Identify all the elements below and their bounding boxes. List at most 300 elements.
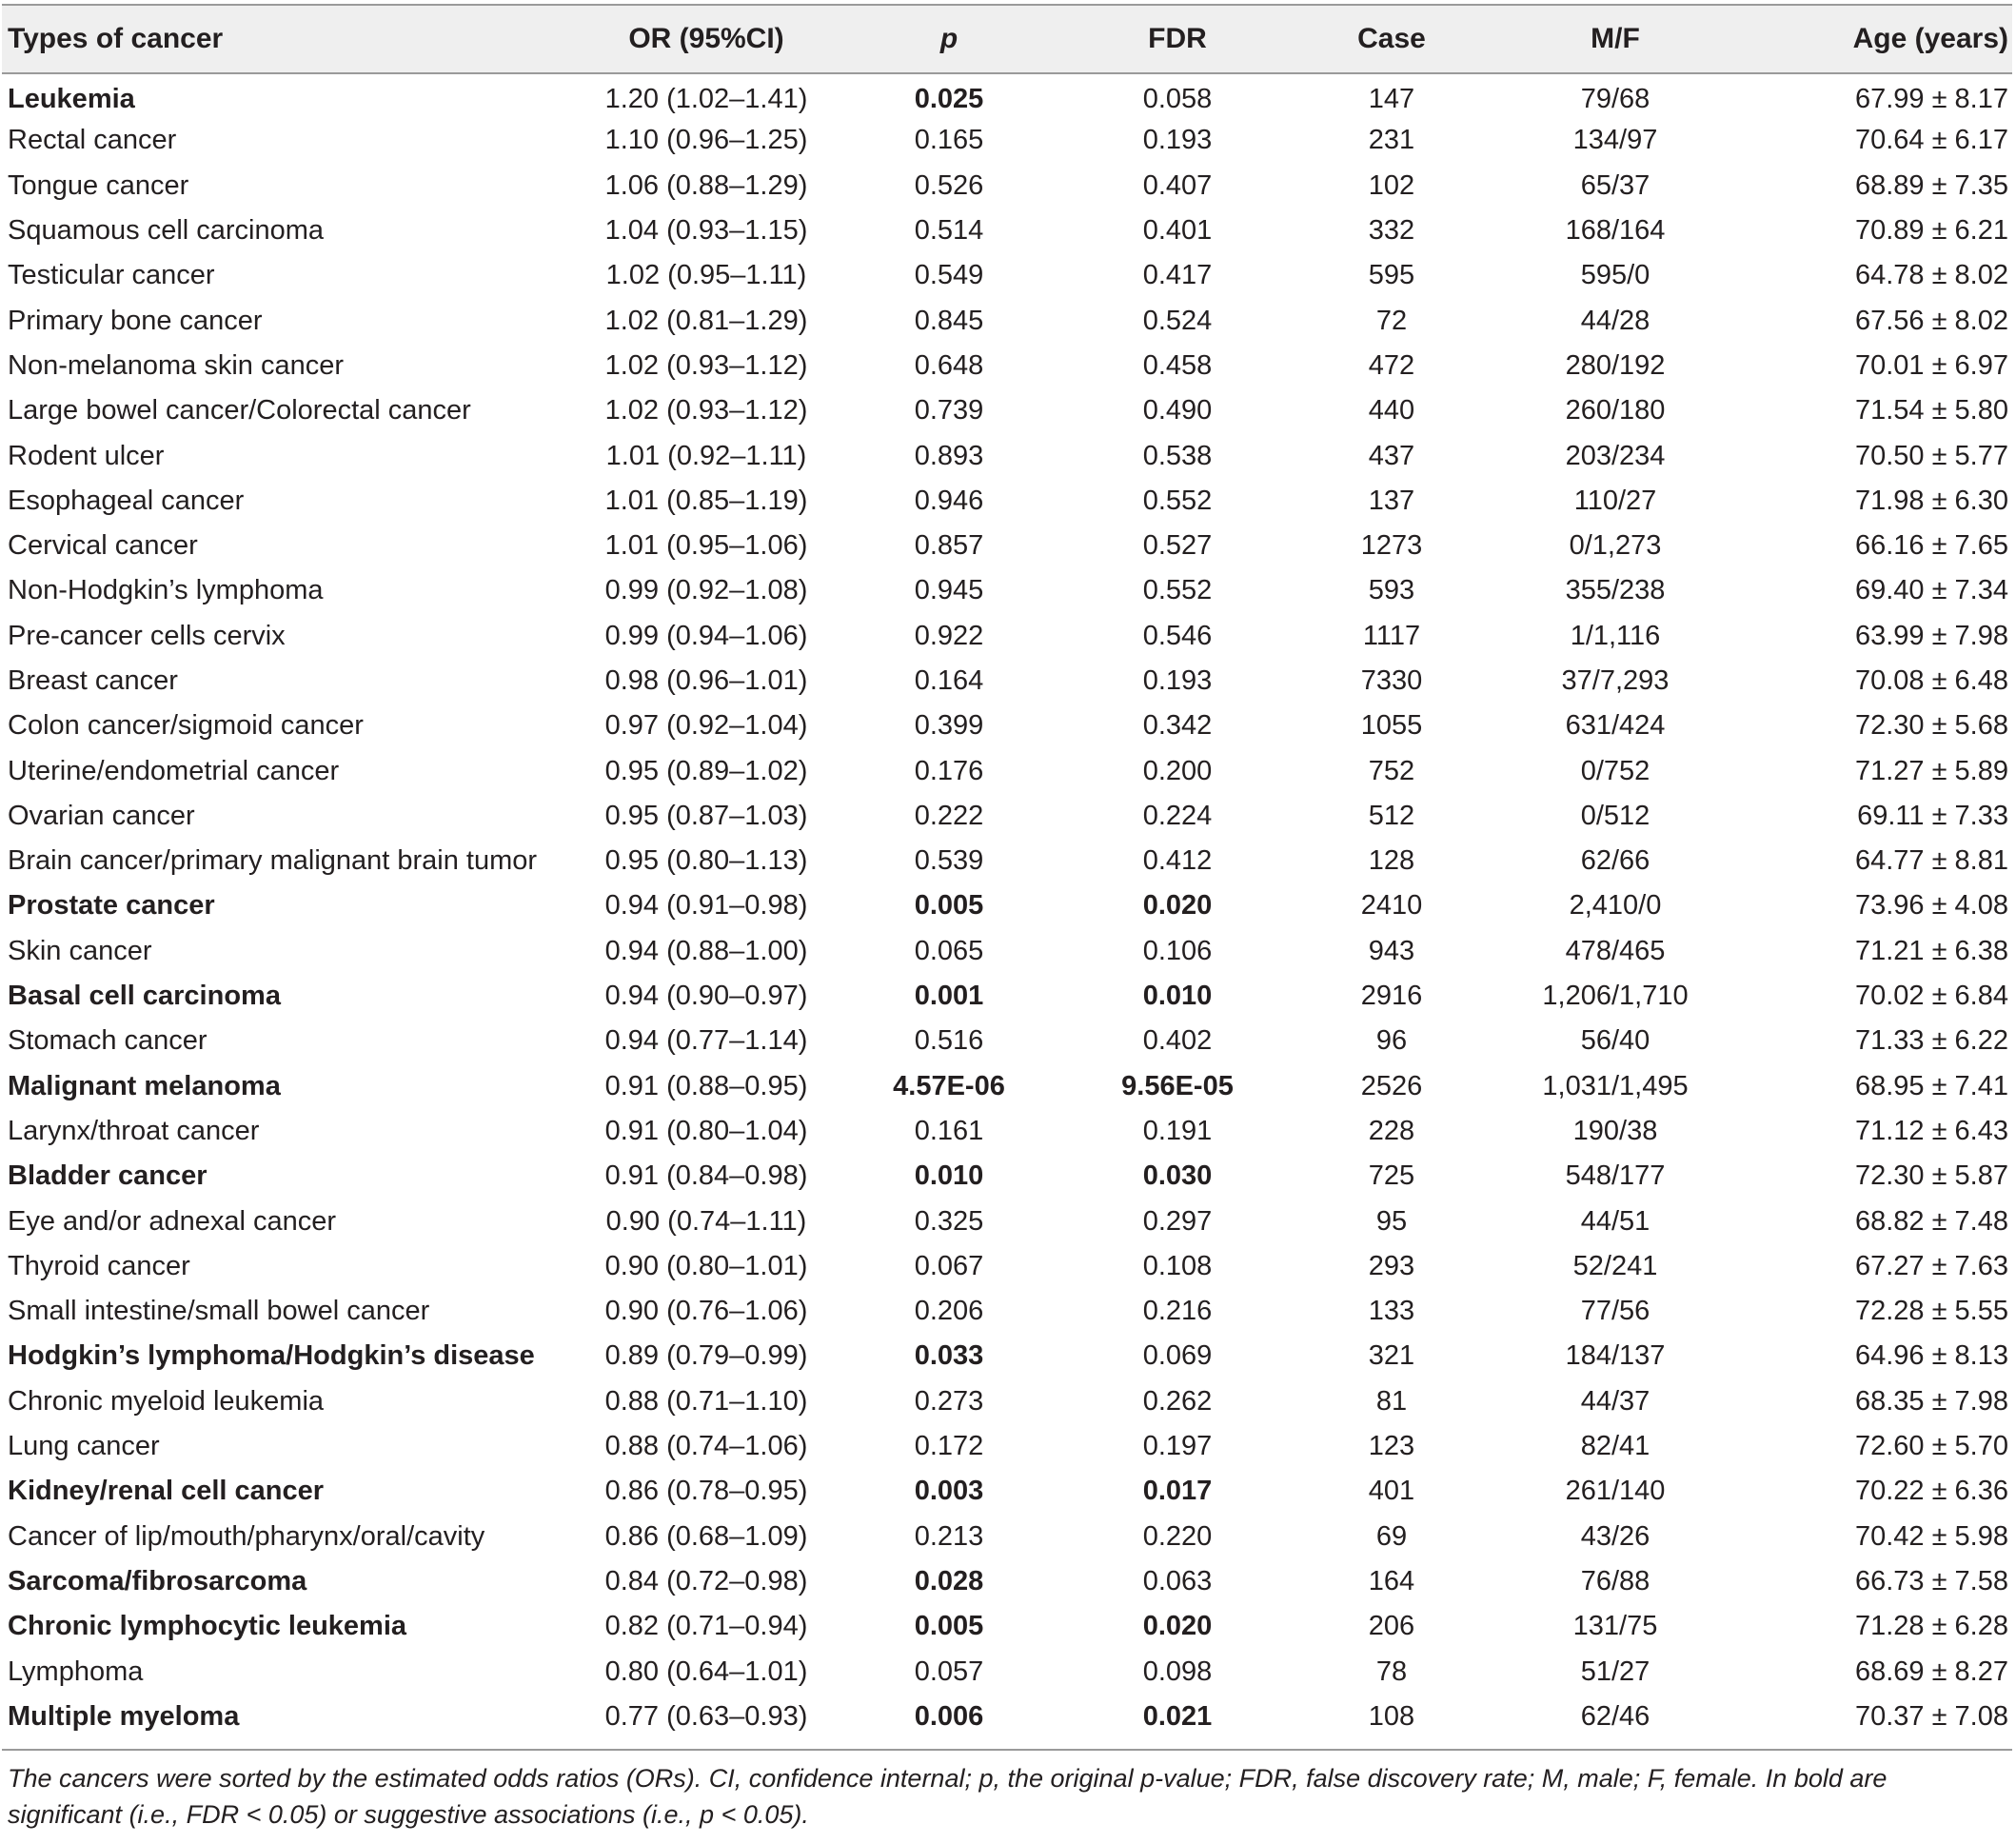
cell-male-female: 1,031/1,495 [1542, 1070, 1689, 1101]
header-types-of-cancer: Types of cancer [8, 23, 224, 54]
table-row [2, 1019, 2012, 1063]
cell-fdr: 0.200 [1142, 755, 1213, 786]
cell-p-value: 0.893 [914, 440, 984, 471]
cell-case: 81 [1375, 1385, 1408, 1417]
cell-or-ci: 0.94 (0.90–0.97) [604, 981, 808, 1012]
table-row [2, 659, 2012, 704]
cell-fdr: 0.106 [1142, 935, 1213, 966]
cell-age: 68.89 ± 7.35 [1854, 169, 2008, 201]
header-mf: M/F [1591, 23, 1640, 54]
header-p [830, 5, 1068, 73]
cell-cancer-type: Tongue cancer [8, 169, 189, 201]
cell-male-female: 44/37 [1580, 1385, 1650, 1417]
cell-cancer-type: Non-melanoma skin cancer [8, 349, 344, 381]
table-container [2, 0, 2012, 1833]
header-case: Case [1357, 23, 1426, 54]
cell-p-value: 0.003 [914, 1476, 984, 1507]
cell-male-female: 631/424 [1565, 710, 1666, 742]
cell-age: 71.21 ± 6.38 [1854, 935, 2008, 966]
cell-male-female: 56/40 [1580, 1025, 1650, 1057]
cell-fdr: 0.193 [1142, 125, 1213, 156]
cell-male-female: 0/752 [1580, 755, 1650, 786]
cell-cancer-type: Rectal cancer [8, 125, 177, 156]
cell-age: 70.37 ± 7.08 [1854, 1700, 2008, 1732]
cell-cancer-type: Multiple myeloma [8, 1700, 240, 1732]
cell-or-ci: 0.98 (0.96–1.01) [604, 665, 808, 696]
cell-p-value: 0.005 [914, 890, 984, 922]
cell-p-value: 0.172 [914, 1431, 984, 1462]
cell-age: 63.99 ± 7.98 [1854, 620, 2008, 651]
cell-male-female: 65/37 [1580, 169, 1650, 201]
cell-cancer-type: Malignant melanoma [8, 1070, 281, 1101]
cell-fdr: 0.490 [1142, 395, 1213, 426]
cell-male-female: 595/0 [1580, 260, 1650, 291]
cell-cancer-type: Thyroid cancer [8, 1250, 190, 1281]
cell-fdr: 0.546 [1142, 620, 1213, 651]
cell-fdr: 0.401 [1142, 215, 1213, 247]
header-or-ci: OR (95%CI) [628, 23, 784, 54]
cell-p-value: 4.57E-06 [893, 1070, 1005, 1101]
cell-male-female: 190/38 [1572, 1115, 1658, 1146]
cell-cancer-type: Breast cancer [8, 665, 178, 696]
cell-cancer-type: Hodgkin’s lymphoma/Hodgkin’s disease [8, 1340, 535, 1372]
cell-p-value: 0.946 [914, 485, 984, 516]
cell-cancer-type: Rodent ulcer [8, 440, 165, 471]
cell-p-value: 0.514 [914, 215, 984, 247]
cell-cancer-type: Ovarian cancer [8, 800, 195, 831]
cell-or-ci: 0.90 (0.80–1.01) [604, 1250, 808, 1281]
cell-or-ci: 0.77 (0.63–0.93) [604, 1700, 808, 1732]
cell-or-ci: 1.10 (0.96–1.25) [604, 125, 808, 156]
cell-age: 71.33 ± 6.22 [1854, 1025, 2008, 1057]
table-row [2, 794, 2012, 839]
table-row [2, 1199, 2012, 1243]
cell-fdr: 0.020 [1142, 1611, 1213, 1642]
table-row [2, 388, 2012, 433]
cell-case: 593 [1368, 575, 1415, 606]
cell-case: 725 [1368, 1160, 1415, 1192]
table-row [2, 1469, 2012, 1514]
cell-p-value: 0.325 [914, 1205, 984, 1237]
table-row [2, 344, 2012, 388]
cell-age: 70.02 ± 6.84 [1854, 981, 2008, 1012]
cell-fdr: 0.402 [1142, 1025, 1213, 1057]
cell-or-ci: 0.94 (0.91–0.98) [604, 890, 808, 922]
table-row [2, 524, 2012, 568]
cell-age: 70.01 ± 6.97 [1854, 349, 2008, 381]
cell-or-ci: 0.86 (0.68–1.09) [604, 1520, 808, 1552]
cell-case: 437 [1368, 440, 1415, 471]
cell-fdr: 0.108 [1142, 1250, 1213, 1281]
cell-p-value: 0.006 [914, 1700, 984, 1732]
cell-or-ci: 1.04 (0.93–1.15) [604, 215, 808, 247]
cell-or-ci: 1.01 (0.85–1.19) [604, 485, 808, 516]
cell-cancer-type: Prostate cancer [8, 890, 215, 922]
cell-male-female: 131/75 [1572, 1611, 1658, 1642]
cell-p-value: 0.165 [914, 125, 984, 156]
cell-male-female: 51/27 [1580, 1656, 1650, 1687]
cell-case: 128 [1368, 845, 1415, 877]
cell-male-female: 44/51 [1580, 1205, 1650, 1237]
cell-fdr: 0.220 [1142, 1520, 1213, 1552]
table-body [2, 73, 2012, 1739]
cell-male-female: 0/1,273 [1569, 530, 1662, 562]
cell-or-ci: 0.86 (0.78–0.95) [604, 1476, 808, 1507]
cell-case: 228 [1368, 1115, 1415, 1146]
table-row [2, 164, 2012, 208]
cell-male-female: 44/28 [1580, 305, 1650, 336]
cell-cancer-type: Squamous cell carcinoma [8, 215, 325, 247]
cell-or-ci: 1.02 (0.93–1.12) [604, 349, 808, 381]
cell-or-ci: 0.95 (0.87–1.03) [604, 800, 808, 831]
cell-age: 72.60 ± 5.70 [1854, 1431, 2008, 1462]
cell-cancer-type: Testicular cancer [8, 260, 215, 291]
cell-or-ci: 0.95 (0.80–1.13) [604, 845, 808, 877]
cell-p-value: 0.176 [914, 755, 984, 786]
cell-or-ci: 0.99 (0.92–1.08) [604, 575, 808, 606]
cell-fdr: 0.524 [1142, 305, 1213, 336]
cell-p-value: 0.222 [914, 800, 984, 831]
table-row [2, 568, 2012, 613]
cell-case: 231 [1368, 125, 1415, 156]
cell-fdr: 9.56E-05 [1121, 1070, 1234, 1101]
cell-age: 67.56 ± 8.02 [1854, 305, 2008, 336]
cell-male-female: 62/66 [1580, 845, 1650, 877]
cell-p-value: 0.005 [914, 1611, 984, 1642]
cell-or-ci: 0.90 (0.76–1.06) [604, 1296, 808, 1327]
cell-fdr: 0.098 [1142, 1656, 1213, 1687]
cell-case: 78 [1375, 1656, 1408, 1687]
cell-cancer-type: Cancer of lip/mouth/pharynx/oral/cavity [8, 1520, 485, 1552]
cell-case: 293 [1368, 1250, 1415, 1281]
cell-case: 1055 [1360, 710, 1423, 742]
cell-or-ci: 1.06 (0.88–1.29) [604, 169, 808, 201]
cell-or-ci: 0.88 (0.74–1.06) [604, 1431, 808, 1462]
cell-fdr: 0.191 [1142, 1115, 1213, 1146]
cell-case: 133 [1368, 1296, 1415, 1327]
cell-case: 440 [1368, 395, 1415, 426]
cell-case: 401 [1368, 1476, 1415, 1507]
cell-age: 69.40 ± 7.34 [1854, 575, 2008, 606]
cell-p-value: 0.857 [914, 530, 984, 562]
cell-age: 72.28 ± 5.55 [1854, 1296, 2008, 1327]
cell-case: 164 [1368, 1565, 1415, 1596]
cell-or-ci: 0.90 (0.74–1.11) [605, 1205, 807, 1237]
cell-male-female: 77/56 [1580, 1296, 1650, 1327]
table-row [2, 1649, 2012, 1694]
cell-or-ci: 1.02 (0.95–1.11) [605, 260, 807, 291]
cell-or-ci: 1.02 (0.81–1.29) [604, 305, 808, 336]
cell-fdr: 0.297 [1142, 1205, 1213, 1237]
table-row [2, 1604, 2012, 1649]
cell-case: 72 [1375, 305, 1408, 336]
table-header [2, 5, 2012, 73]
table-row [2, 1289, 2012, 1334]
cell-fdr: 0.069 [1142, 1340, 1213, 1372]
cell-fdr: 0.020 [1142, 890, 1213, 922]
table-row [2, 839, 2012, 883]
table-row [2, 1559, 2012, 1604]
cell-p-value: 0.206 [914, 1296, 984, 1327]
cell-male-female: 280/192 [1565, 349, 1666, 381]
cell-male-female: 2,410/0 [1569, 890, 1662, 922]
cell-fdr: 0.030 [1142, 1160, 1213, 1192]
cell-age: 71.12 ± 6.43 [1854, 1115, 2008, 1146]
cell-case: 1117 [1362, 620, 1421, 651]
cell-p-value: 0.945 [914, 575, 984, 606]
header-fdr: FDR [1148, 23, 1207, 54]
cell-age: 71.27 ± 5.89 [1854, 755, 2008, 786]
cell-male-female: 134/97 [1572, 125, 1658, 156]
cell-p-value: 0.273 [914, 1385, 984, 1417]
cell-cancer-type: Esophageal cancer [8, 485, 245, 516]
cell-fdr: 0.193 [1142, 665, 1213, 696]
cell-age: 71.54 ± 5.80 [1854, 395, 2008, 426]
cell-age: 71.28 ± 6.28 [1854, 1611, 2008, 1642]
cell-cancer-type: Chronic myeloid leukemia [8, 1385, 325, 1417]
cell-p-value: 0.010 [914, 1160, 984, 1192]
cell-fdr: 0.417 [1142, 260, 1213, 291]
cell-fdr: 0.216 [1142, 1296, 1213, 1327]
cell-case: 108 [1368, 1700, 1415, 1732]
cell-age: 70.08 ± 6.48 [1854, 665, 2008, 696]
cell-age: 68.82 ± 7.48 [1854, 1205, 2008, 1237]
cell-p-value: 0.399 [914, 710, 984, 742]
cell-case: 332 [1368, 215, 1415, 247]
cell-male-female: 62/46 [1580, 1700, 1650, 1732]
table-row [2, 1244, 2012, 1289]
cancer-odds-table [2, 4, 2012, 1739]
cell-case: 512 [1368, 800, 1415, 831]
cell-fdr: 0.342 [1142, 710, 1213, 742]
cell-age: 64.77 ± 8.81 [1854, 845, 2008, 877]
cell-or-ci: 0.94 (0.88–1.00) [604, 935, 808, 966]
cell-cancer-type: Non-Hodgkin’s lymphoma [8, 575, 324, 606]
table-row [2, 614, 2012, 659]
cell-p-value: 0.648 [914, 349, 984, 381]
cell-case: 147 [1368, 83, 1415, 114]
cell-p-value: 0.065 [914, 935, 984, 966]
cell-or-ci: 0.84 (0.72–0.98) [604, 1565, 808, 1596]
table-row [2, 974, 2012, 1019]
cell-cancer-type: Kidney/renal cell cancer [8, 1476, 325, 1507]
table-row [2, 208, 2012, 253]
cell-p-value: 0.028 [914, 1565, 984, 1596]
cell-male-female: 0/512 [1580, 800, 1650, 831]
cell-or-ci: 0.82 (0.71–0.94) [604, 1611, 808, 1642]
cell-age: 70.50 ± 5.77 [1854, 440, 2008, 471]
cell-cancer-type: Chronic lymphocytic leukemia [8, 1611, 407, 1642]
cell-age: 69.11 ± 7.33 [1857, 800, 2008, 831]
cell-case: 472 [1368, 349, 1415, 381]
cell-male-female: 203/234 [1565, 440, 1666, 471]
cell-fdr: 0.458 [1142, 349, 1213, 381]
cell-age: 73.96 ± 4.08 [1854, 890, 2008, 922]
cell-male-female: 82/41 [1580, 1431, 1650, 1462]
cell-or-ci: 0.88 (0.71–1.10) [604, 1385, 808, 1417]
cell-case: 7330 [1360, 665, 1423, 696]
cell-fdr: 0.063 [1142, 1565, 1213, 1596]
table-row [2, 883, 2012, 928]
table-row [2, 1064, 2012, 1109]
table-row [2, 1154, 2012, 1199]
cell-p-value: 0.213 [914, 1520, 984, 1552]
cell-case: 2410 [1360, 890, 1423, 922]
cell-age: 68.69 ± 8.27 [1854, 1656, 2008, 1687]
cell-fdr: 0.552 [1142, 485, 1213, 516]
cell-or-ci: 0.97 (0.92–1.04) [604, 710, 808, 742]
cell-male-female: 76/88 [1580, 1565, 1650, 1596]
cell-cancer-type: Small intestine/small bowel cancer [8, 1296, 430, 1327]
cell-cancer-type: Stomach cancer [8, 1025, 208, 1057]
cell-age: 70.89 ± 6.21 [1854, 215, 2008, 247]
cell-case: 69 [1375, 1520, 1408, 1552]
table-row [2, 433, 2012, 478]
cell-male-female: 260/180 [1565, 395, 1666, 426]
cell-cancer-type: Larynx/throat cancer [8, 1115, 260, 1146]
cell-or-ci: 0.94 (0.77–1.14) [604, 1025, 808, 1057]
table-row [2, 298, 2012, 343]
cell-cancer-type: Basal cell carcinoma [8, 981, 281, 1012]
cell-or-ci: 0.89 (0.79–0.99) [604, 1340, 808, 1372]
cell-age: 68.95 ± 7.41 [1854, 1070, 2008, 1101]
cell-male-female: 184/137 [1565, 1340, 1666, 1372]
cell-age: 70.22 ± 6.36 [1854, 1476, 2008, 1507]
cell-cancer-type: Pre-cancer cells cervix [8, 620, 286, 651]
cell-p-value: 0.539 [914, 845, 984, 877]
table-row [2, 1379, 2012, 1424]
cell-or-ci: 1.01 (0.92–1.11) [605, 440, 807, 471]
cell-cancer-type: Cervical cancer [8, 530, 198, 562]
cell-p-value: 0.057 [914, 1656, 984, 1687]
cell-male-female: 261/140 [1565, 1476, 1666, 1507]
cell-age: 70.42 ± 5.98 [1854, 1520, 2008, 1552]
cell-age: 68.35 ± 7.98 [1854, 1385, 2008, 1417]
cell-case: 321 [1368, 1340, 1415, 1372]
cell-age: 71.98 ± 6.30 [1854, 485, 2008, 516]
cell-or-ci: 0.95 (0.89–1.02) [604, 755, 808, 786]
cell-cancer-type: Primary bone cancer [8, 305, 263, 336]
cell-age: 64.96 ± 8.13 [1854, 1340, 2008, 1372]
cell-male-female: 52/241 [1572, 1250, 1658, 1281]
cell-case: 102 [1368, 169, 1415, 201]
cell-case: 1273 [1360, 530, 1423, 562]
table-footnote: The cancers were sorted by the estimated odds ratios (ORs). CI, confidence internal; p, the original p-value; FDR, false discovery rate; M, male; F, female. In bold are significant (i.e., FDR < 0.05) or suggestive associations (i.e., p < 0.05). [8, 1763, 1888, 1829]
cell-fdr: 0.058 [1142, 83, 1213, 114]
cell-cancer-type: Leukemia [8, 83, 135, 114]
cell-fdr: 0.407 [1142, 169, 1213, 201]
table-row [2, 253, 2012, 298]
header-p-label: p [939, 23, 959, 54]
table-row [2, 704, 2012, 748]
cell-or-ci: 1.20 (1.02–1.41) [604, 83, 808, 114]
table-row [2, 1695, 2012, 1739]
table-row [2, 1515, 2012, 1559]
cell-cancer-type: Uterine/endometrial cancer [8, 755, 340, 786]
cell-fdr: 0.412 [1142, 845, 1213, 877]
cell-case: 137 [1368, 485, 1415, 516]
cell-or-ci: 1.02 (0.93–1.12) [604, 395, 808, 426]
cell-male-female: 478/465 [1565, 935, 1666, 966]
table-row [2, 479, 2012, 524]
cell-age: 66.73 ± 7.58 [1854, 1565, 2008, 1596]
cell-male-female: 110/27 [1573, 485, 1657, 516]
table-row [2, 1424, 2012, 1469]
table-row [2, 748, 2012, 793]
cell-p-value: 0.549 [914, 260, 984, 291]
cell-cancer-type: Large bowel cancer/Colorectal cancer [8, 395, 471, 426]
cell-male-female: 79/68 [1580, 83, 1650, 114]
cell-male-female: 168/164 [1565, 215, 1666, 247]
table-row [2, 118, 2012, 163]
cell-or-ci: 0.80 (0.64–1.01) [604, 1656, 808, 1687]
cell-cancer-type: Sarcoma/fibrosarcoma [8, 1565, 307, 1596]
cell-case: 752 [1368, 755, 1415, 786]
cell-male-female: 355/238 [1565, 575, 1666, 606]
cell-age: 72.30 ± 5.68 [1854, 710, 2008, 742]
cell-p-value: 0.526 [914, 169, 984, 201]
cell-male-female: 1/1,116 [1570, 620, 1661, 651]
cell-male-female: 1,206/1,710 [1542, 981, 1689, 1012]
cell-or-ci: 0.91 (0.84–0.98) [604, 1160, 808, 1192]
cell-age: 67.27 ± 7.63 [1854, 1250, 2008, 1281]
cell-cancer-type: Lung cancer [8, 1431, 160, 1462]
cell-age: 72.30 ± 5.87 [1854, 1160, 2008, 1192]
cell-age: 70.64 ± 6.17 [1854, 125, 2008, 156]
cell-case: 206 [1368, 1611, 1415, 1642]
cell-cancer-type: Skin cancer [8, 935, 152, 966]
cell-p-value: 0.161 [914, 1115, 984, 1146]
table-row [2, 1109, 2012, 1154]
cell-case: 96 [1375, 1025, 1408, 1057]
cell-age: 67.99 ± 8.17 [1854, 83, 2008, 114]
cell-p-value: 0.516 [914, 1025, 984, 1057]
table-row [2, 929, 2012, 974]
table-row [2, 73, 2012, 118]
cell-fdr: 0.224 [1142, 800, 1213, 831]
cell-age: 64.78 ± 8.02 [1854, 260, 2008, 291]
cell-case: 2916 [1360, 981, 1423, 1012]
cell-fdr: 0.538 [1142, 440, 1213, 471]
cell-p-value: 0.739 [914, 395, 984, 426]
cell-or-ci: 0.91 (0.80–1.04) [604, 1115, 808, 1146]
header-age: Age (years) [1852, 23, 2008, 54]
cell-cancer-type: Eye and/or adnexal cancer [8, 1205, 336, 1237]
cell-fdr: 0.010 [1142, 981, 1213, 1012]
cell-case: 595 [1368, 260, 1415, 291]
cell-p-value: 0.025 [914, 83, 984, 114]
cell-fdr: 0.262 [1142, 1385, 1213, 1417]
cell-case: 95 [1375, 1205, 1408, 1237]
cell-case: 123 [1368, 1431, 1415, 1462]
cell-cancer-type: Brain cancer/primary malignant brain tumor [8, 845, 538, 877]
cell-cancer-type: Colon cancer/sigmoid cancer [8, 710, 364, 742]
cell-cancer-type: Lymphoma [8, 1656, 144, 1687]
cell-fdr: 0.197 [1142, 1431, 1213, 1462]
cell-or-ci: 0.99 (0.94–1.06) [604, 620, 808, 651]
cell-fdr: 0.021 [1142, 1700, 1213, 1732]
cell-male-female: 43/26 [1580, 1520, 1650, 1552]
cell-p-value: 0.001 [914, 981, 984, 1012]
cell-p-value: 0.845 [914, 305, 984, 336]
cell-fdr: 0.527 [1142, 530, 1213, 562]
cell-case: 2526 [1360, 1070, 1423, 1101]
cell-p-value: 0.922 [914, 620, 984, 651]
cell-cancer-type: Bladder cancer [8, 1160, 208, 1192]
cell-p-value: 0.067 [914, 1250, 984, 1281]
cell-fdr: 0.552 [1142, 575, 1213, 606]
cell-case: 943 [1368, 935, 1415, 966]
